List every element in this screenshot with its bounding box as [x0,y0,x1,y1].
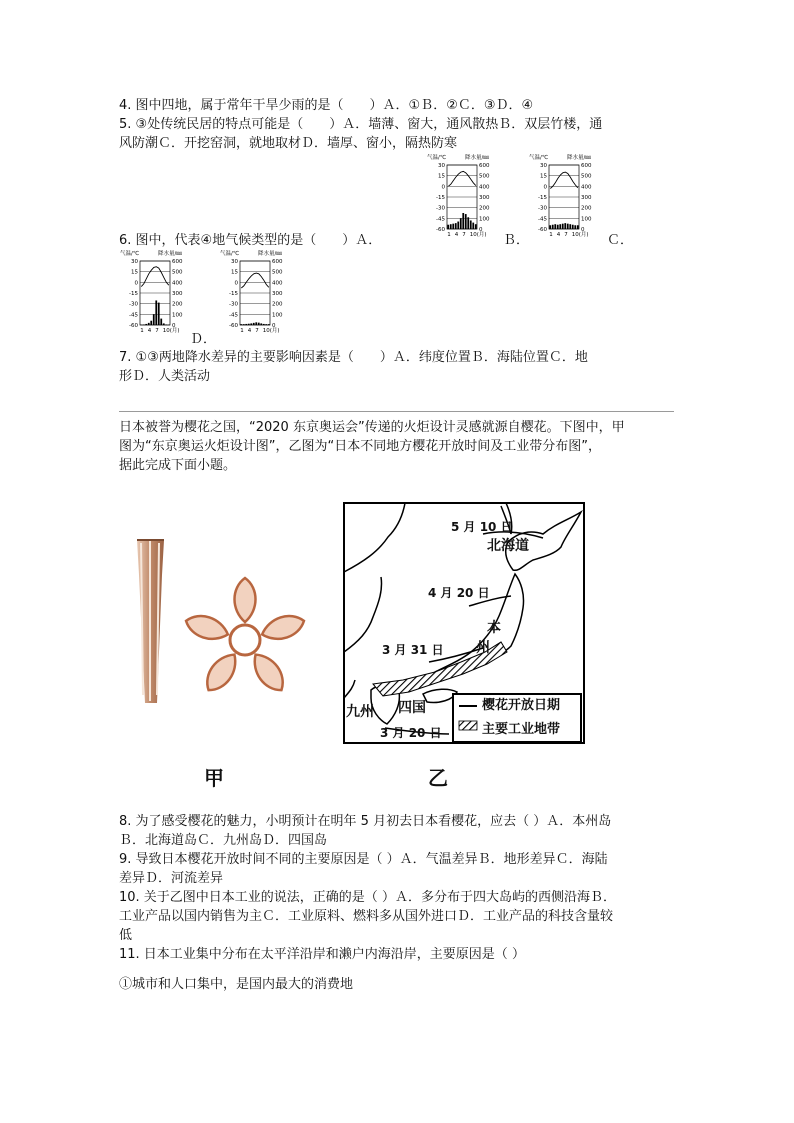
temp-tick-label: 0 [543,184,547,191]
precip-axis-label: 降水量/㎜ [258,251,282,257]
figure-caption-yi: 乙 [428,766,448,790]
precip-tick-label: 200 [272,301,283,308]
precip-tick-label: 500 [479,173,490,180]
temp-tick-label: 15 [438,173,445,180]
month-tick-label: 1 [549,232,553,238]
precip-tick-label: 300 [479,195,490,201]
precip-bar [457,222,459,229]
temp-tick-label: -15 [436,195,445,201]
temp-tick-label: -15 [129,291,138,297]
label-date-apr20: 4 月 20 日 [428,586,490,600]
question-7-line1: 7. ①③两地降水差异的主要影响因素是（ ）Ａ．纬度位置Ｂ．海陆位置Ｃ．地 [119,350,588,365]
precip-bar [567,224,569,229]
month-tick-label: 10(月) [571,232,589,238]
month-tick-label: 7 [255,328,259,334]
precip-bar [549,225,551,229]
precip-bar [572,225,574,229]
sakura-flower-emblem [180,575,310,705]
temp-tick-label: -60 [538,227,547,233]
question-5-line2: 风防潮Ｃ．开挖窑洞，就地取材Ｄ．墙厚、窗小，隔热防寒 [119,136,458,151]
question-11: 11. 日本工业集中分布在太平洋沿岸和濑户内海沿岸，主要原因是（ ） [119,947,525,962]
month-tick-label: 4 [147,328,152,334]
figure-caption-jia: 甲 [204,766,224,790]
precip-tick-label: 200 [479,205,490,212]
question-8-line1: 8. 为了感受樱花的魅力，小明预计在明年 5 月初去日本看樱花，应去（ ）Ａ．本州岛 [119,814,612,829]
precip-bar [160,319,162,325]
question-6: 6. 图中，代表④地气候类型的是（ ）Ａ． [119,233,382,248]
precip-bar [145,324,147,325]
temp-tick-label: 0 [134,280,138,287]
precip-bar [452,224,454,229]
temperature-line [141,267,169,287]
temp-tick-label: 15 [231,269,238,276]
precip-bar [475,224,477,229]
precip-bar [243,324,245,325]
precip-bar [569,224,571,229]
precip-bar [153,314,155,325]
temp-tick-label: 15 [131,269,138,276]
precip-tick-label: 600 [479,163,490,169]
temp-tick-label: -60 [129,323,138,329]
temp-tick-label: 0 [441,184,445,191]
label-date-may10: 5 月 10 日 [451,520,513,534]
precip-bar [462,213,464,229]
temp-tick-label: -30 [538,205,547,212]
precip-tick-label: 0 [272,323,276,329]
precip-bar [472,223,474,229]
temp-tick-label: 30 [131,259,138,265]
temp-tick-label: -45 [436,216,445,223]
precip-bar [467,217,469,229]
precip-tick-label: 600 [172,259,183,265]
precip-bar [143,324,145,325]
temp-tick-label: -60 [436,227,445,233]
section-divider [119,411,674,412]
question-7-line2: 形Ｄ．人类活动 [119,369,211,384]
precip-bar [450,224,452,229]
precip-bar [158,303,160,325]
month-tick-label: 10(月) [162,328,180,334]
precip-bar [564,223,566,229]
temp-tick-label: -45 [538,216,547,223]
temperature-line [448,171,476,186]
temp-tick-label: -15 [229,291,238,297]
precip-bar [559,224,561,229]
question-11-item-1: ①城市和人口集中，是国内最大的消费地 [119,977,354,992]
month-tick-label: 10(月) [469,232,487,238]
precip-bar [557,225,559,229]
climate-chart-option-d [218,249,298,335]
precip-bar [155,300,157,325]
temp-tick-label: -30 [436,205,445,212]
option-c-label: Ｃ． [607,233,634,248]
month-tick-label: 4 [454,232,459,238]
temp-tick-label: 0 [234,280,238,287]
intro-line-1: 日本被誉为樱花之国，“2020 东京奥运会”传递的火炬设计灵感就源自樱花。下图中，甲 [119,420,625,435]
precip-tick-label: 200 [172,301,183,308]
precip-bar [455,223,457,229]
precip-tick-label: 400 [172,280,183,287]
label-date-mar31: 3 月 31 日 [382,643,444,657]
temp-tick-label: -30 [129,301,138,308]
precip-tick-label: 300 [272,291,283,297]
question-10-line2: 工业产品以国内销售为主Ｃ．工业原料、燃料多从国外进口Ｄ．工业产品的科技含量较 [119,909,614,924]
precip-bar [253,323,255,325]
precip-axis-label: 降水量/㎜ [567,155,591,161]
temperature-line [550,172,578,188]
temp-tick-label: 30 [438,163,445,169]
precip-tick-label: 200 [581,205,592,212]
question-4: 4. 图中四地，属于常年干旱少雨的是（ ）Ａ．①Ｂ．②Ｃ．③Ｄ．④ [119,98,534,113]
precip-axis-label: 降水量/㎜ [158,251,182,257]
legend-industrial-belt: 主要工业地带 [482,722,561,737]
month-tick-label: 1 [447,232,451,238]
month-tick-label: 4 [247,328,252,334]
precip-tick-label: 100 [581,216,592,223]
precip-bar [554,224,556,229]
precip-tick-label: 400 [581,184,592,191]
temp-axis-label: 气温/℃ [427,155,447,161]
precip-tick-label: 500 [581,173,592,180]
temp-tick-label: -45 [129,312,138,319]
precip-tick-label: 0 [581,227,585,233]
precip-bar [470,220,472,229]
precip-bar [263,324,265,325]
precip-tick-label: 500 [172,269,183,276]
temp-tick-label: -15 [538,195,547,201]
month-tick-label: 7 [462,232,466,238]
precip-bar [150,321,152,325]
climate-chart-option-a [118,249,198,335]
precip-bar [552,225,554,229]
precip-bar [577,225,579,229]
label-shikoku: 四国 [398,700,426,716]
precip-bar [248,324,250,325]
precip-bar [240,324,242,325]
temp-axis-label: 气温/℃ [220,251,240,257]
precip-tick-label: 0 [172,323,176,329]
label-honshu-zhou: 州 [476,640,490,656]
precip-tick-label: 100 [172,312,183,319]
torch-illustration [128,535,173,705]
precip-tick-label: 400 [272,280,283,287]
intro-line-2: 图为“东京奥运火炬设计图”，乙图为“日本不同地方樱花开放时间及工业带分布图”， [119,439,601,454]
precip-bar [148,323,150,325]
precip-tick-label: 0 [479,227,483,233]
month-tick-label: 4 [556,232,561,238]
precip-tick-label: 500 [272,269,283,276]
precip-bar [163,323,165,325]
month-tick-label: 10(月) [262,328,280,334]
precip-bar [265,324,267,325]
precip-tick-label: 300 [581,195,592,201]
precip-tick-label: 600 [581,163,592,169]
precip-bar [574,225,576,229]
question-8-line2: Ｂ．北海道岛Ｃ．九州岛Ｄ．四国岛 [119,833,328,848]
precip-bar [260,323,262,325]
question-9-line2: 差异Ｄ．河流差异 [119,871,224,886]
precip-tick-label: 400 [479,184,490,191]
precip-bar [255,322,257,325]
month-tick-label: 7 [155,328,159,334]
temp-tick-label: 30 [231,259,238,265]
month-tick-label: 7 [564,232,568,238]
label-hokkaido: 北海道 [487,538,529,554]
option-d-label: Ｄ． [190,332,217,347]
precip-bar [447,225,449,229]
temp-tick-label: 30 [540,163,547,169]
label-honshu-ben: 本 [487,620,501,636]
precip-tick-label: 100 [272,312,283,319]
temp-tick-label: -30 [229,301,238,308]
precip-bar [258,323,260,325]
temperature-line [241,273,268,288]
intro-line-3: 据此完成下面小题。 [119,458,237,473]
climate-chart-option-c [527,153,607,239]
precip-bar [245,324,247,325]
temp-axis-label: 气温/℃ [529,155,549,161]
precip-bar [165,324,167,325]
month-tick-label: 1 [240,328,244,334]
question-10-line3: 低 [119,928,133,943]
temp-axis-label: 气温/℃ [120,251,140,257]
precip-tick-label: 100 [479,216,490,223]
temp-tick-label: 15 [540,173,547,180]
temp-tick-label: -60 [229,323,238,329]
question-9-line1: 9. 导致日本樱花开放时间不同的主要原因是（ ）Ａ．气温差异Ｂ．地形差异Ｃ．海陆 [119,852,608,867]
question-5-line1: 5. ③处传统民居的特点可能是（ ）Ａ．墙薄、窗大，通风散热Ｂ．双层竹楼，通 [119,117,603,132]
option-b-label: Ｂ． [503,233,530,248]
precip-bar [562,224,564,229]
precip-bar [460,218,462,229]
precip-bar [465,214,467,229]
precip-tick-label: 600 [272,259,283,265]
precip-tick-label: 300 [172,291,183,297]
temp-tick-label: -45 [229,312,238,319]
precip-axis-label: 降水量/㎜ [465,155,489,161]
label-date-mar20: 3 月 20 日 [380,726,442,740]
month-tick-label: 1 [140,328,144,334]
question-10-line1: 10. 关于乙图中日本工业的说法，正确的是（ ）Ａ．多分布于四大岛屿的西侧沿海Ｂ． [119,890,616,905]
legend-sakura-date: 樱花开放日期 [482,698,561,713]
climate-chart-option-b [425,153,505,239]
label-kyushu: 九州 [346,704,374,720]
precip-bar [268,324,270,325]
precip-bar [250,323,252,325]
